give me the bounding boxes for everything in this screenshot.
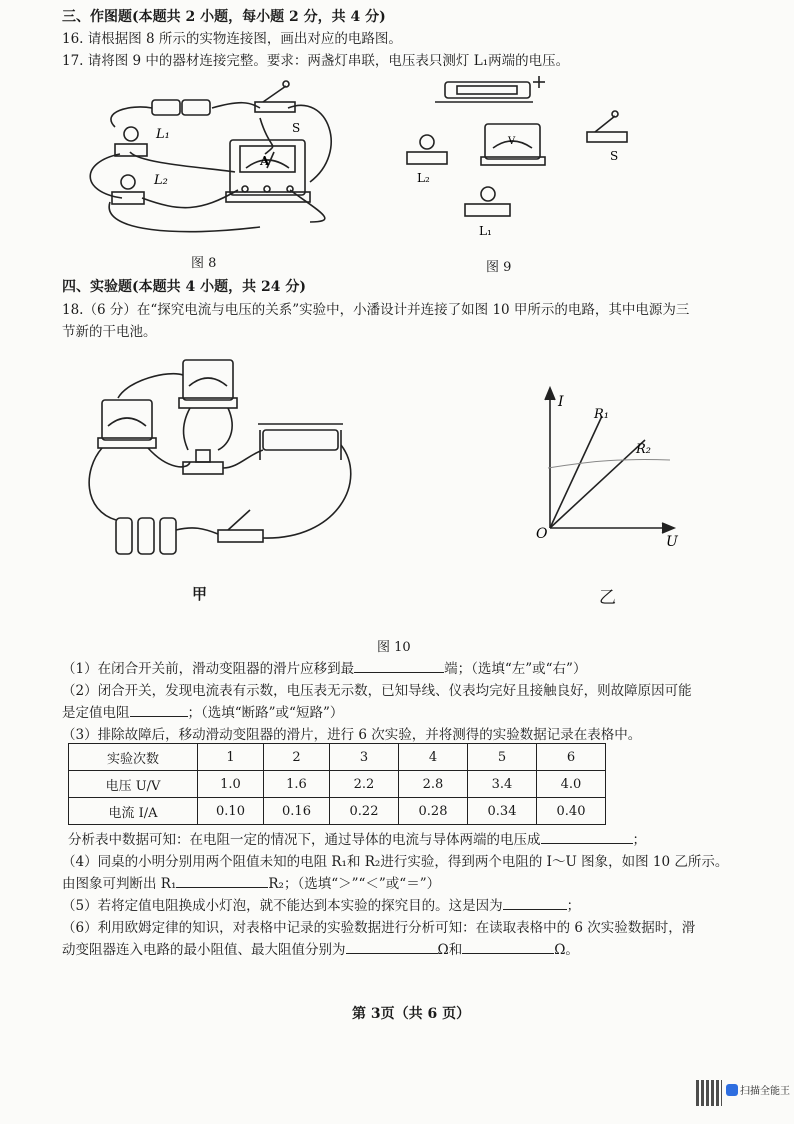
table-cell: 1 (198, 744, 264, 771)
data-table (68, 743, 606, 825)
sub-question-6-line1: （6）利用欧姆定律的知识，对表格中记录的实验数据进行分析可知：在读取表格中的 6 次实验数据时，滑 (62, 920, 696, 936)
table-cell: 电压 U/V (69, 771, 198, 798)
table-cell: 实验次数 (69, 744, 198, 771)
section3-title: 三、作图题(本题共 2 小题，每小题 2 分，共 4 分) (62, 9, 386, 25)
sub-question-2-line2: 是定值电阻 ；（选填“断路”或“短路”） (62, 705, 344, 721)
table-cell: 0.34 (468, 798, 537, 825)
table-cell: 4.0 (537, 771, 606, 798)
table-cell: 2.8 (399, 771, 468, 798)
question-16: 16. 请根据图 8 所示的实物连接图，画出对应的电路图。 (62, 31, 402, 47)
figure-10-yi-graph (520, 378, 700, 548)
graph-axis-i: I (558, 394, 564, 410)
table-cell: 1.6 (264, 771, 330, 798)
sub-question-1: （1）在闭合开关前，滑动变阻器的滑片应移到最 端；（选填“左”或“右”） (62, 661, 587, 677)
table-cell: 6 (537, 744, 606, 771)
table-row-voltage (69, 771, 606, 798)
figure-9-caption: 图 9 (486, 260, 512, 275)
table-row-current (69, 798, 606, 825)
sub-question-2-line1: （2）闭合开关，发现电流表有示数，电压表无示数，已知导线、仪表均完好且接触良好，则故障原因可能 (62, 683, 692, 699)
sub-question-3: （3）排除故障后，移动滑动变阻器的滑片，进行 6 次实验，并将测得的实验数据记录在表格中。 (62, 727, 642, 743)
graph-line-r2 (550, 440, 645, 528)
table-cell: 0.16 (264, 798, 330, 825)
sub-question-4-line2: 由图象可判断出 R₁ R₂；（选填“＞”“＜”或“＝”） (62, 876, 441, 892)
page-footer: 第 3页（共 6 页） (352, 1006, 471, 1022)
fig9-label-l2: L₂ (417, 171, 430, 185)
table-cell: 2.2 (330, 771, 399, 798)
sub-question-5: （5）若将定值电阻换成小灯泡，就不能达到本实验的探究目的。这是因为 ； (62, 898, 581, 914)
graph-origin: O (536, 526, 548, 542)
table-cell: 电流 I/A (69, 798, 198, 825)
fig9-label-s: S (610, 149, 619, 163)
graph-label-r1: R₁ (594, 407, 609, 422)
table-row-header (69, 744, 606, 771)
graph-axis-u: U (666, 534, 678, 548)
table-cell: 0.40 (537, 798, 606, 825)
answer-blank-7[interactable] (462, 941, 554, 954)
question-17: 17. 请将图 9 中的器材连接完整。要求：两盏灯串联，电压表只测灯 L₁两端的电压。 (62, 53, 570, 69)
answer-blank-4[interactable] (176, 875, 268, 888)
figure-10-jia-circuit (78, 350, 378, 560)
graph-label-r2: R₂ (636, 442, 651, 457)
table-cell: 3.4 (468, 771, 537, 798)
fig8-label-l2: L₂ (154, 173, 168, 188)
sub-question-4-line1: （4）同桌的小明分别用两个阻值未知的电阻 R₁和 R₂进行实验，得到两个电阻的 I～U 图象，如图 10 乙所示。 (62, 854, 729, 870)
fig8-label-l1: L₁ (156, 127, 170, 142)
camscanner-logo-icon (726, 1084, 738, 1096)
graph-line-r1 (550, 416, 602, 528)
fig8-label-a: A (260, 154, 270, 168)
answer-blank-1[interactable] (354, 660, 444, 673)
figure-8-circuit (60, 72, 350, 247)
figure-10-caption: 图 10 (377, 640, 411, 655)
fig9-label-v: V (508, 136, 516, 147)
answer-blank-6[interactable] (346, 941, 438, 954)
answer-blank-2[interactable] (130, 704, 188, 717)
table-cell: 0.28 (399, 798, 468, 825)
question-18-line2: 节新的干电池。 (62, 324, 157, 340)
figure-10-yi-label: 乙 (599, 588, 616, 608)
fig8-label-s: S (292, 121, 301, 135)
scanner-badge: 扫描全能王 (740, 1086, 790, 1097)
answer-blank-5[interactable] (503, 897, 567, 910)
figure-8-caption: 图 8 (191, 256, 217, 271)
table-cell: 3 (330, 744, 399, 771)
sub-question-3-analysis: 分析表中数据可知：在电阻一定的情况下，通过导体的电流与导体两端的电压成 ； (68, 832, 646, 848)
table-cell: 2 (264, 744, 330, 771)
table-cell: 0.10 (198, 798, 264, 825)
figure-9-equipment (405, 72, 675, 242)
answer-blank-3[interactable] (541, 831, 633, 844)
table-cell: 0.22 (330, 798, 399, 825)
question-18-line1: 18.（6 分）在“探究电流与电压的关系”实验中，小潘设计并连接了如图 10 甲所示的电路，其中电源为三 (62, 302, 690, 318)
section4-title: 四、实验题(本题共 4 小题，共 24 分) (62, 279, 306, 295)
sub-question-6-line2: 动变阻器连入电路的最小阻值、最大阻值分别为 Ω和 Ω。 (62, 942, 579, 958)
figure-10-jia-label: 甲 (192, 585, 208, 603)
table-cell: 5 (468, 744, 537, 771)
pencil-stroke (548, 460, 670, 468)
fig9-label-l1: L₁ (479, 224, 492, 238)
qr-code-icon (696, 1080, 722, 1106)
table-cell: 1.0 (198, 771, 264, 798)
table-cell: 4 (399, 744, 468, 771)
